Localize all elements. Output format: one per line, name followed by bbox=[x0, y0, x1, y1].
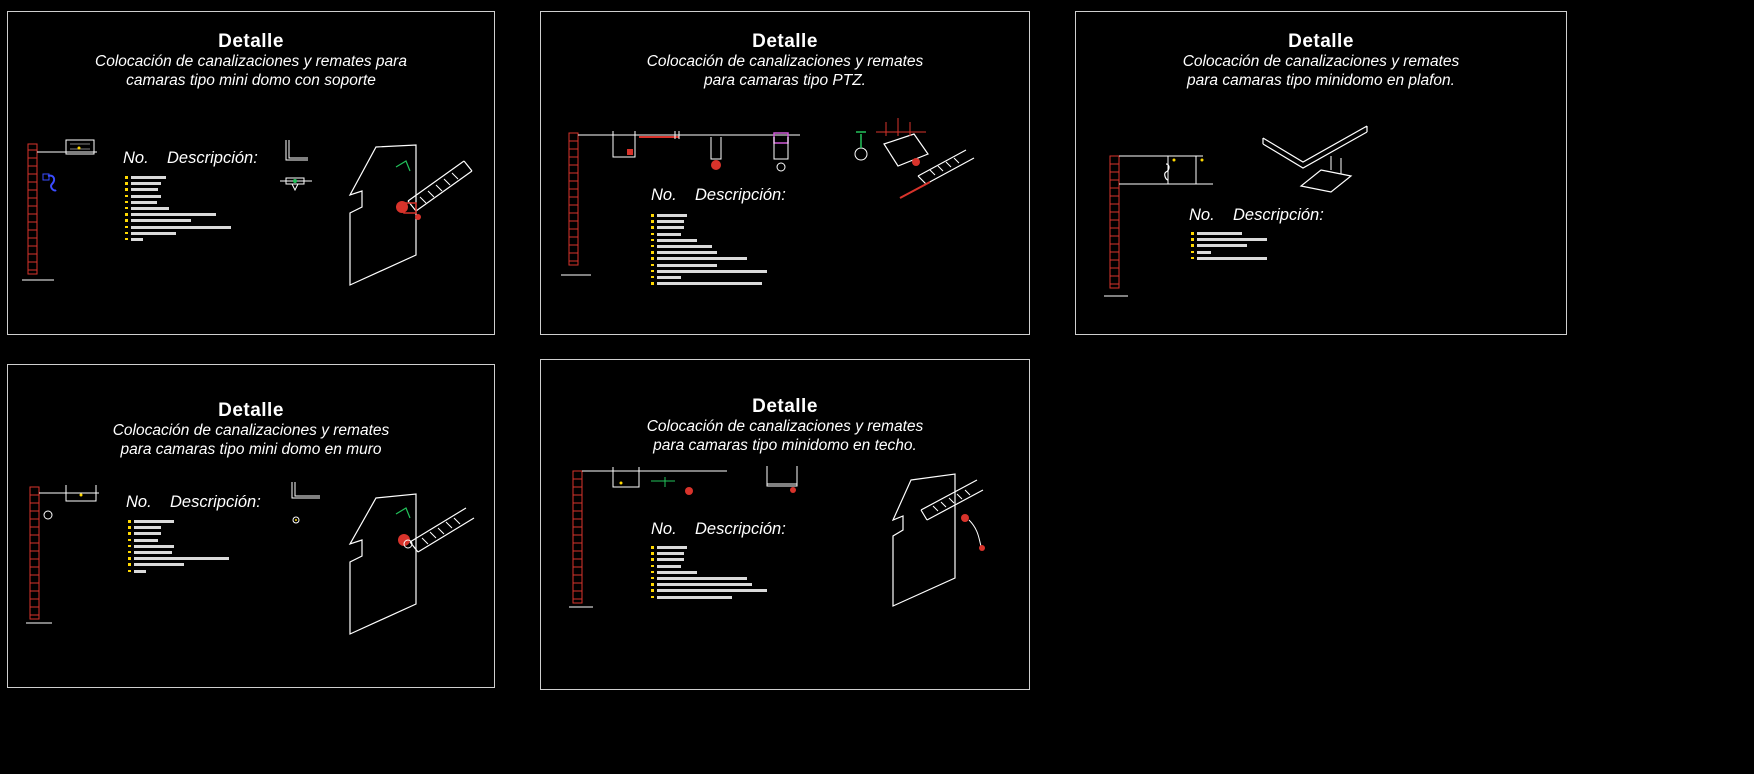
sheet-subtitle: Colocación de canalizaciones y remates para camaras tipo mini domo en muro bbox=[112, 422, 390, 458]
description-header: No. Descripción: bbox=[1189, 206, 1324, 224]
ceiling-camera-detail bbox=[763, 464, 803, 494]
wall-section-drawing bbox=[22, 130, 102, 285]
sheet-subtitle: Colocación de canalizaciones y remates para camaras tipo mini domo con soporte bbox=[95, 53, 407, 89]
sheet-title: Detalle bbox=[1288, 31, 1354, 52]
wall-section-drawing bbox=[26, 481, 106, 631]
camera-support-detail bbox=[276, 136, 316, 196]
description-header: No. Descripción: bbox=[126, 493, 261, 511]
sheet-subtitle: Colocación de canalizaciones y remates para camaras tipo minidomo en plafon. bbox=[1182, 53, 1460, 89]
sheet-subtitle: Colocación de canalizaciones y remates para camaras tipo minidomo en techo. bbox=[646, 418, 924, 454]
camera-support-detail bbox=[288, 478, 328, 528]
drawing-sheet-3 bbox=[1075, 11, 1567, 335]
isometric-tray-drawing bbox=[346, 137, 476, 287]
sheet-title: Detalle bbox=[752, 31, 818, 52]
isometric-ceiling-drawing bbox=[1261, 124, 1371, 204]
isometric-tray-drawing bbox=[889, 468, 999, 608]
description-header: No. Descripción: bbox=[651, 520, 786, 538]
sheet-title: Detalle bbox=[218, 31, 284, 52]
description-header: No. Descripción: bbox=[123, 149, 258, 167]
drawing-sheet-2 bbox=[540, 11, 1030, 335]
sheet-subtitle: Colocación de canalizaciones y remates para camaras tipo PTZ. bbox=[646, 53, 924, 89]
isometric-ptz-drawing bbox=[846, 104, 976, 199]
wall-section-drawing bbox=[1104, 150, 1224, 300]
sheet-title: Detalle bbox=[218, 400, 284, 421]
drawing-sheet-1 bbox=[7, 11, 495, 335]
wall-section-drawing bbox=[569, 463, 729, 613]
drawing-sheet-5 bbox=[540, 359, 1030, 690]
description-header: No. Descripción: bbox=[651, 186, 786, 204]
drawing-sheet-4 bbox=[7, 364, 495, 688]
isometric-tray-drawing bbox=[346, 488, 476, 638]
wall-section-drawing bbox=[561, 127, 801, 277]
sheet-title: Detalle bbox=[752, 396, 818, 417]
